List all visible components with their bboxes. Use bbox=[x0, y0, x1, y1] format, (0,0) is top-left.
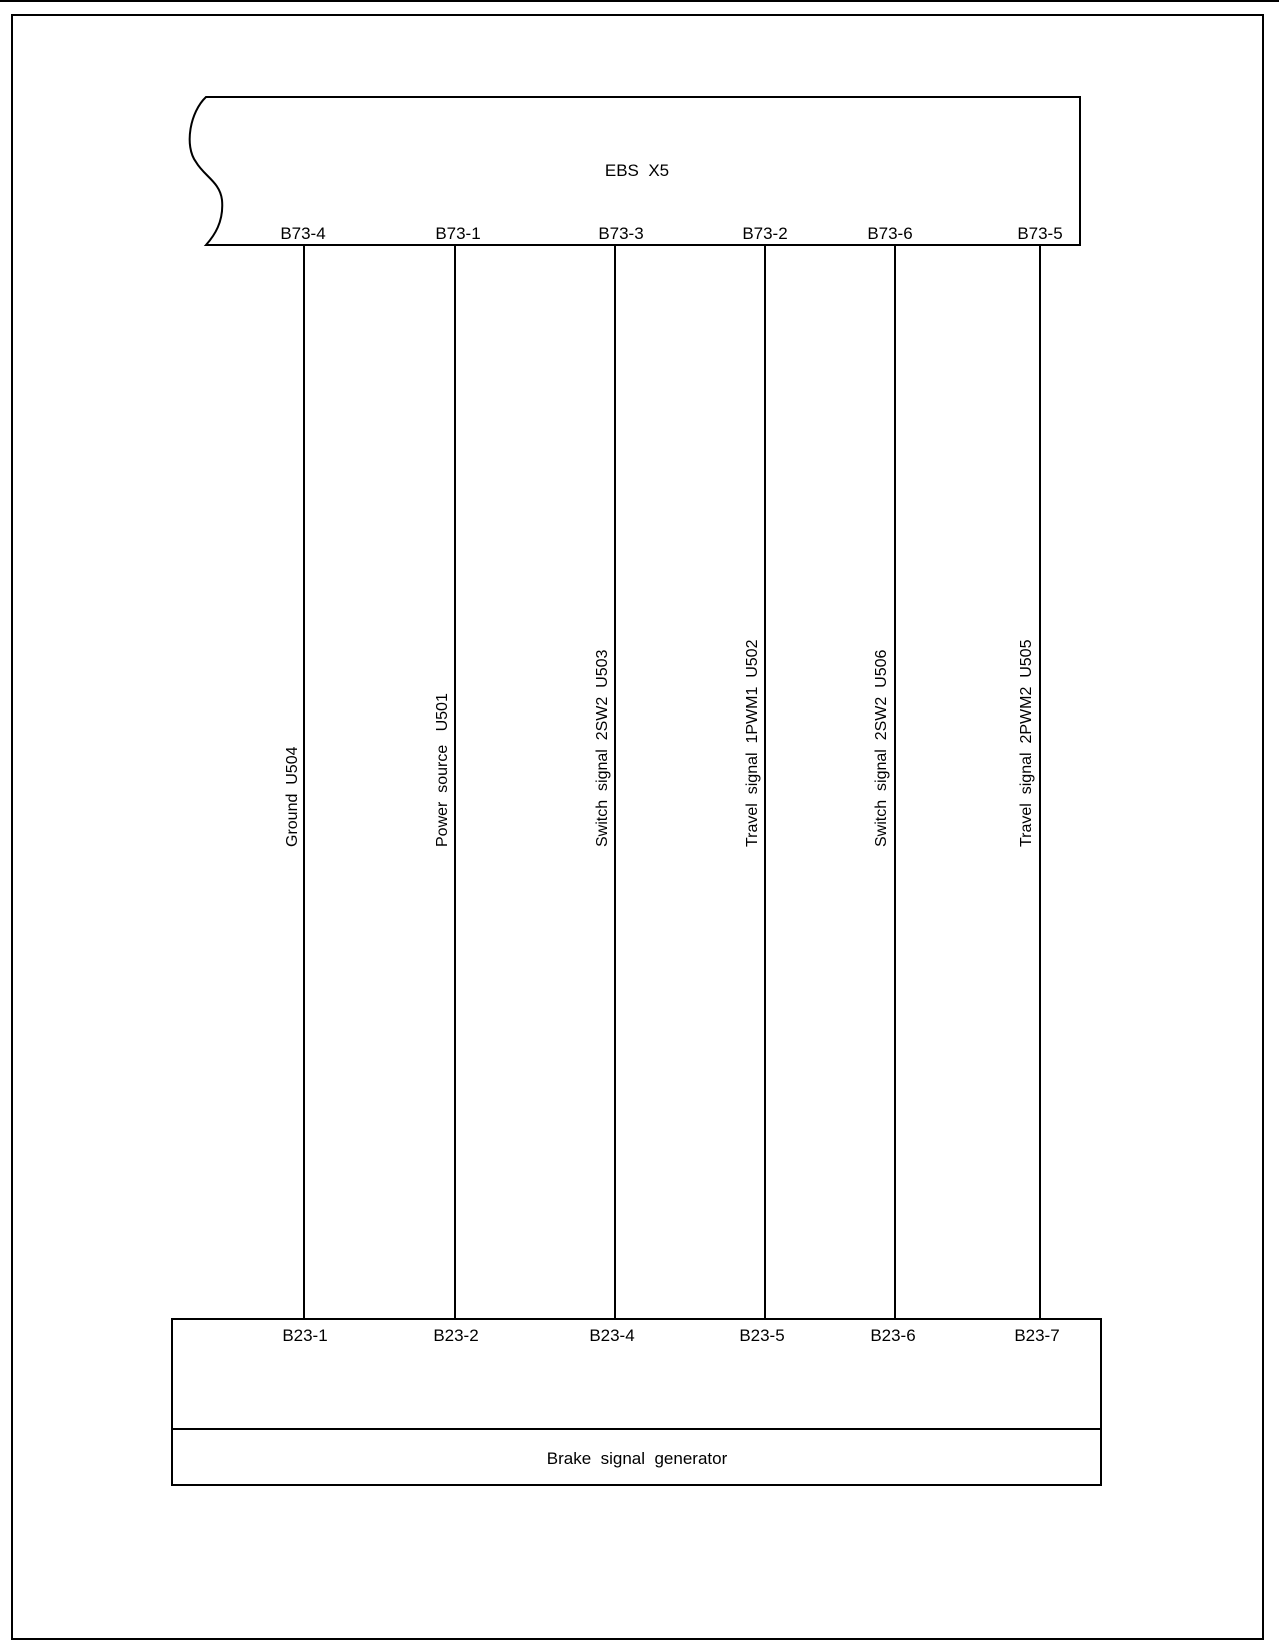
bottom-pin-label: B23-5 bbox=[739, 1326, 785, 1345]
bottom-module-title: Brake signal generator bbox=[546, 1449, 728, 1468]
top-pin-label: B73-6 bbox=[867, 224, 913, 243]
bottom-pin-label: B23-1 bbox=[282, 1326, 328, 1345]
wire-label: Ground U504 bbox=[284, 746, 301, 847]
wire-label: Power source U501 bbox=[434, 693, 451, 847]
wire-label: Switch signal 2SW2 U503 bbox=[594, 649, 611, 847]
wires bbox=[284, 245, 1040, 1319]
bottom-pin-label: B23-4 bbox=[589, 1326, 635, 1345]
bottom-module bbox=[172, 1319, 1101, 1485]
wire-label: Travel signal 1PWM1 U502 bbox=[744, 639, 761, 847]
top-pin-label: B73-3 bbox=[598, 224, 644, 243]
page-frame bbox=[12, 15, 1263, 1639]
bottom-pin-label: B23-2 bbox=[433, 1326, 479, 1345]
top-pin-label: B73-2 bbox=[742, 224, 788, 243]
top-pin-label: B73-1 bbox=[435, 224, 481, 243]
top-pin-label: B73-5 bbox=[1017, 224, 1063, 243]
top-module bbox=[190, 97, 1080, 245]
wire-label: Switch signal 2SW2 U506 bbox=[873, 649, 890, 847]
top-pin-label: B73-4 bbox=[280, 224, 326, 243]
wire-label: Travel signal 2PWM2 U505 bbox=[1018, 639, 1035, 847]
top-module-title: EBS X5 bbox=[604, 161, 670, 180]
bottom-pin-label: B23-7 bbox=[1014, 1326, 1060, 1345]
bottom-pin-label: B23-6 bbox=[870, 1326, 916, 1345]
